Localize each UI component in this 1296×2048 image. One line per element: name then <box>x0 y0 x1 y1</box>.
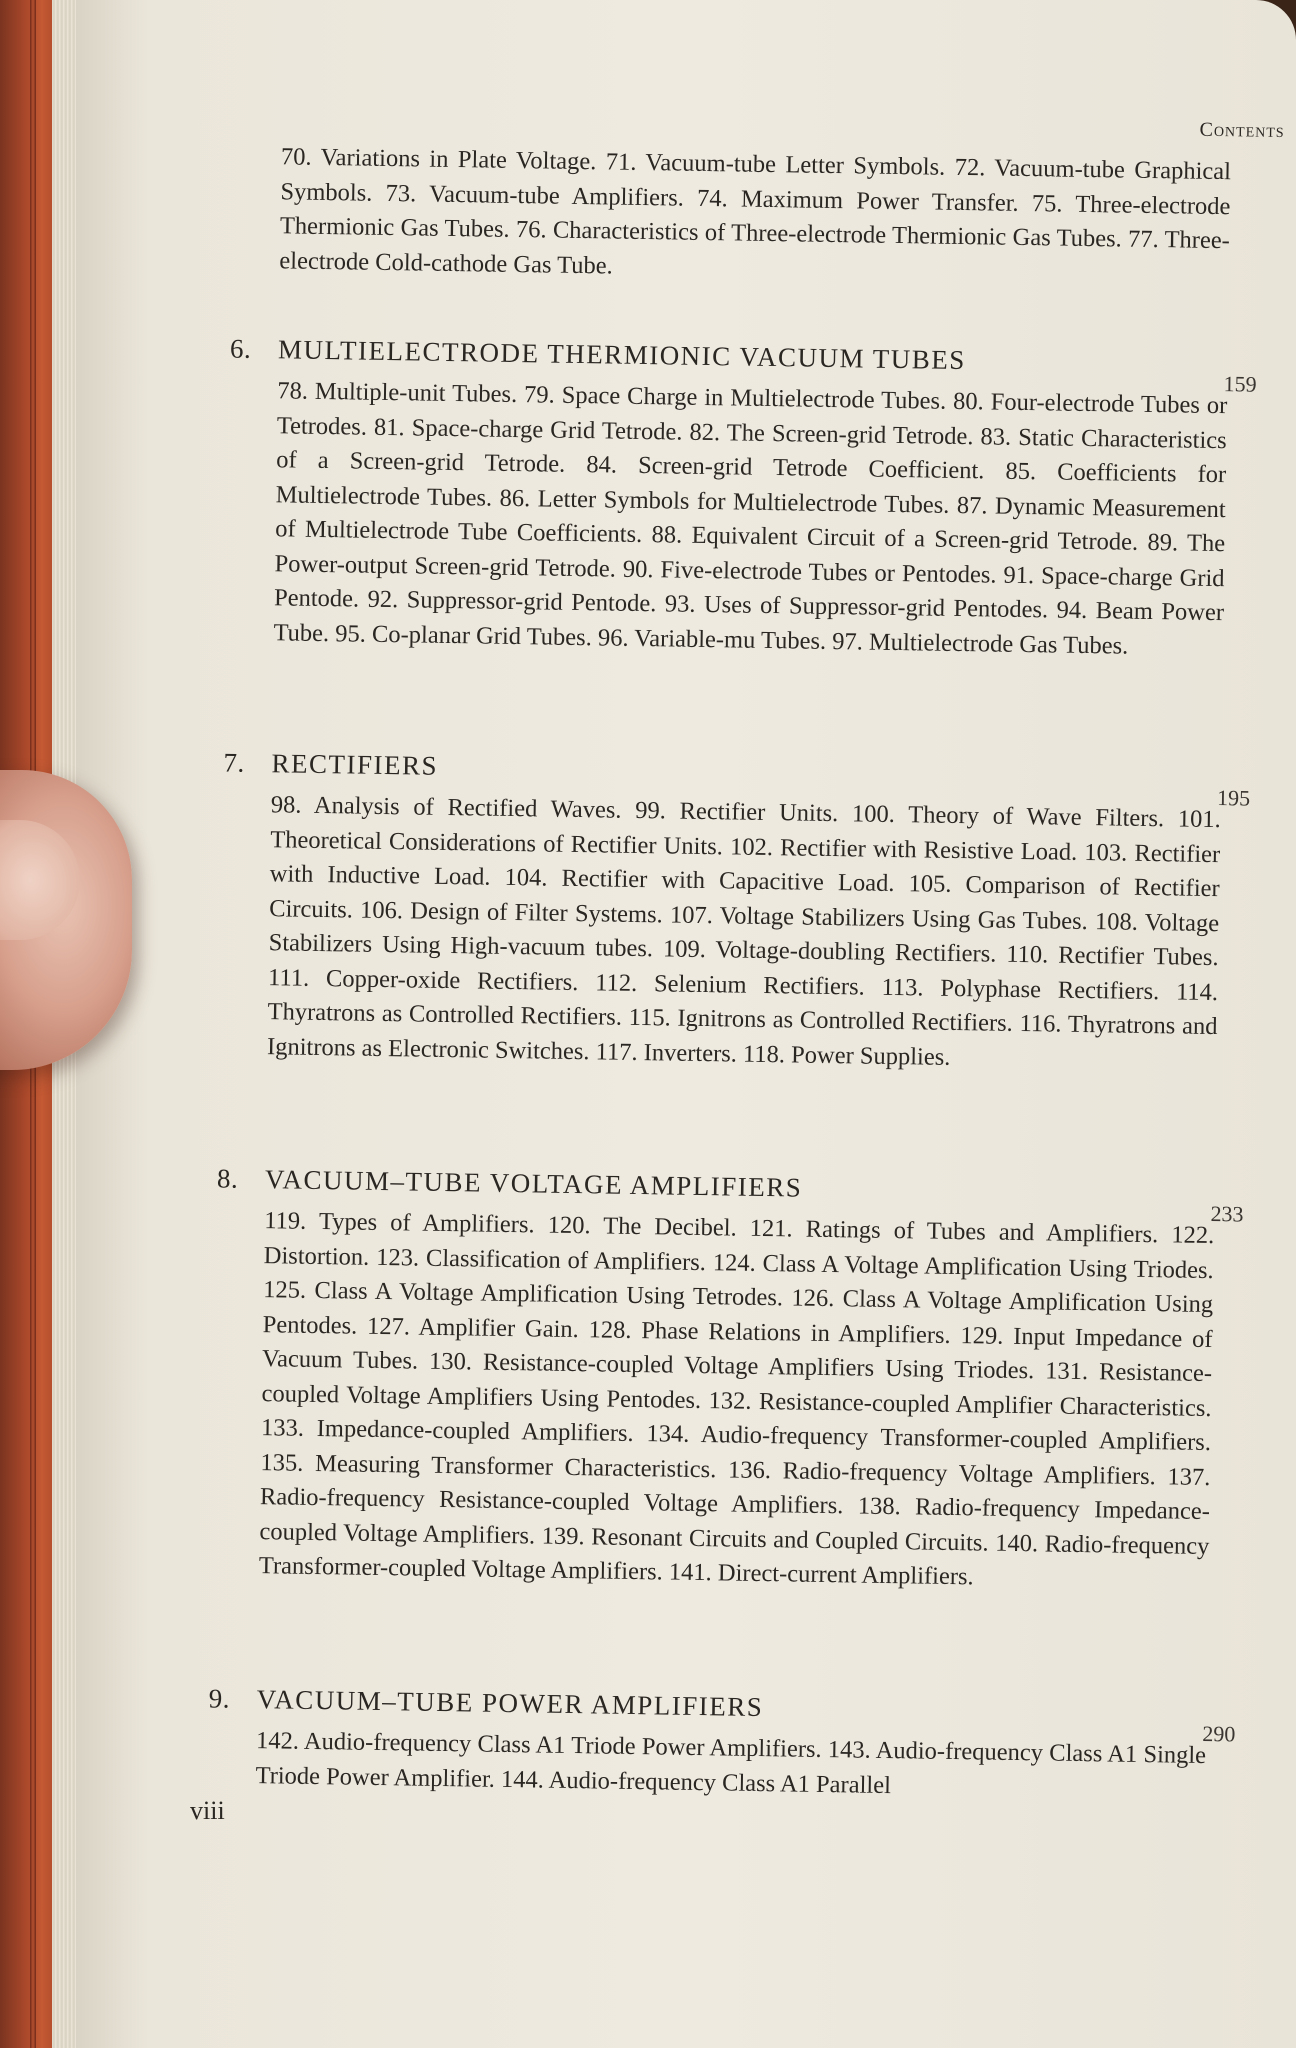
chapter-title: MULTIELECTRODE THERMIONIC VACUUM TUBES <box>277 334 966 376</box>
chapter-7 <box>185 747 1250 1080</box>
chapter-summary: 98. Analysis of Rectified Waves. 99. Rectifier Units. 100. Theory of Wave Filters. 101. Theoretical Considerations of Rectifier Units. 102. Rectifier with Resistive Load. 103. Rectifier with Inductive Load. 104. Rectifier with Capacitive Load. 105. Comparison of Rectifier Circuits. 106. Design of Filter Systems. 107. Voltage Stabilizers Using Gas Tubes. 108. Voltage Stabilizers Using High-vacuum tubes. 109. Voltage-doubling Rectifiers. 110. Rectifier Tubes. 111. Copper-oxide Rectifiers. 112. Selenium Rectifiers. 113. Polyphase Rectifiers. 114. Thyratrons as Controlled Rectifiers. 115. Ignitrons as Controlled Rectifiers. 116. Thyratrons and Ignitrons as Electronic Switches. 117. Inverters. 118. Power Supplies. <box>266 791 1221 1071</box>
continuation-block <box>197 139 1259 294</box>
chapter-title: VACUUM–TUBE VOLTAGE AMPLIFIERS <box>264 1164 803 1203</box>
chapter-page: 290 <box>1202 1720 1236 1747</box>
chapter-summary: 142. Audio-frequency Class A1 Triode Power Amplifiers. 143. Audio-frequency Class A1 Single Triode Power Amplifier. 144. Audio-frequency Class A1 Parallel <box>255 1727 1207 1799</box>
chapter-title: RECTIFIERS <box>271 748 439 781</box>
chapter-title: VACUUM–TUBE POWER AMPLIFIERS <box>256 1684 764 1723</box>
page-folio: viii <box>190 1796 225 1825</box>
chapter-6 <box>191 333 1256 666</box>
chapter-summary: 119. Types of Amplifiers. 120. The Decibel. 121. Ratings of Tubes and Amplifiers. 122. Distortion. 123. Classification of Amplifiers. 124. Class A Voltage Amplification Using Triodes. 125. Class A Voltage Amplification Using Tetrodes. 126. Class A Voltage Amplification Using Pentodes. 127. Amplifier Gain. 128. Phase Relations in Amplifiers. 129. Input Impedance of Vacuum Tubes. 130. Resistance-coupled Voltage Amplifiers Using Triodes. 131. Resistance-coupled Voltage Amplifiers Using Pentodes. 132. Resistance-coupled Amplifier Characteristics. 133. Impedance-coupled Amplifiers. 134. Audio-frequency Transformer-coupled Amplifiers. 135. Measuring Transformer Characteristics. 136. Radio-frequency Voltage Amplifiers. 137. Radio-frequency Resistance-coupled Voltage Amplifiers. 138. Radio-frequency Impedance-coupled Voltage Amplifiers. 139. Resonant Circuits and Coupled Circuits. 140. Radio-frequency Transformer-coupled Voltage Amplifiers. 141. Direct-current Amplifiers. <box>258 1207 1215 1591</box>
continuation-summary: 70. Variations in Plate Voltage. 71. Vacuum-tube Letter Symbols. 72. Vacuum-tube Graphical Symbols. 73. Vacuum-tube Amplifiers. 74. Maximum Power Transfer. 75. Three-electrode Thermionic Gas Tubes. 76. Characteristics of Three-electrode Thermionic Gas Tubes. 77. Three-electrode Cold-cathode Gas Tube. <box>279 143 1232 280</box>
chapter-page: 195 <box>1216 785 1251 811</box>
chapter-9 <box>173 1683 1235 1809</box>
chapter-number: 8. <box>216 1163 239 1194</box>
chapter-8 <box>177 1163 1243 1599</box>
chapter-number: 7. <box>223 747 246 778</box>
chapter-page: 159 <box>1223 371 1257 397</box>
chapter-number: 9. <box>208 1683 231 1714</box>
chapter-summary: 78. Multiple-unit Tubes. 79. Space Charge in Multielectrode Tubes. 80. Four-electrode Tubes or Tetrodes. 81. Space-charge Grid Tetrode. 82. The Screen-grid Tetrode. 83. Static Characteristics of a Screen-grid Tetrode. 84. Screen-grid Tetrode Coefficient. 85. Coefficients for Multielectrode Tubes. 86. Letter Symbols for Multielectrode Tubes. 87. Dynamic Measurement of Multielectrode Tube Coefficients. 88. Equivalent Circuit of a Screen-grid Tetrode. 89. The Power-output Screen-grid Tetrode. 90. Five-electrode Tubes or Pentodes. 91. Space-charge Grid Pentode. 92. Suppressor-grid Pentode. 93. Uses of Suppressor-grid Pentodes. 94. Beam Power Tube. 95. Co-planar Grid Tubes. 96. Variable-mu Tubes. 97. Multielectrode Gas Tubes. <box>273 377 1228 660</box>
running-head: Contents <box>1199 118 1285 143</box>
chapter-page: 233 <box>1210 1201 1244 1227</box>
chapter-number: 6. <box>229 333 252 364</box>
